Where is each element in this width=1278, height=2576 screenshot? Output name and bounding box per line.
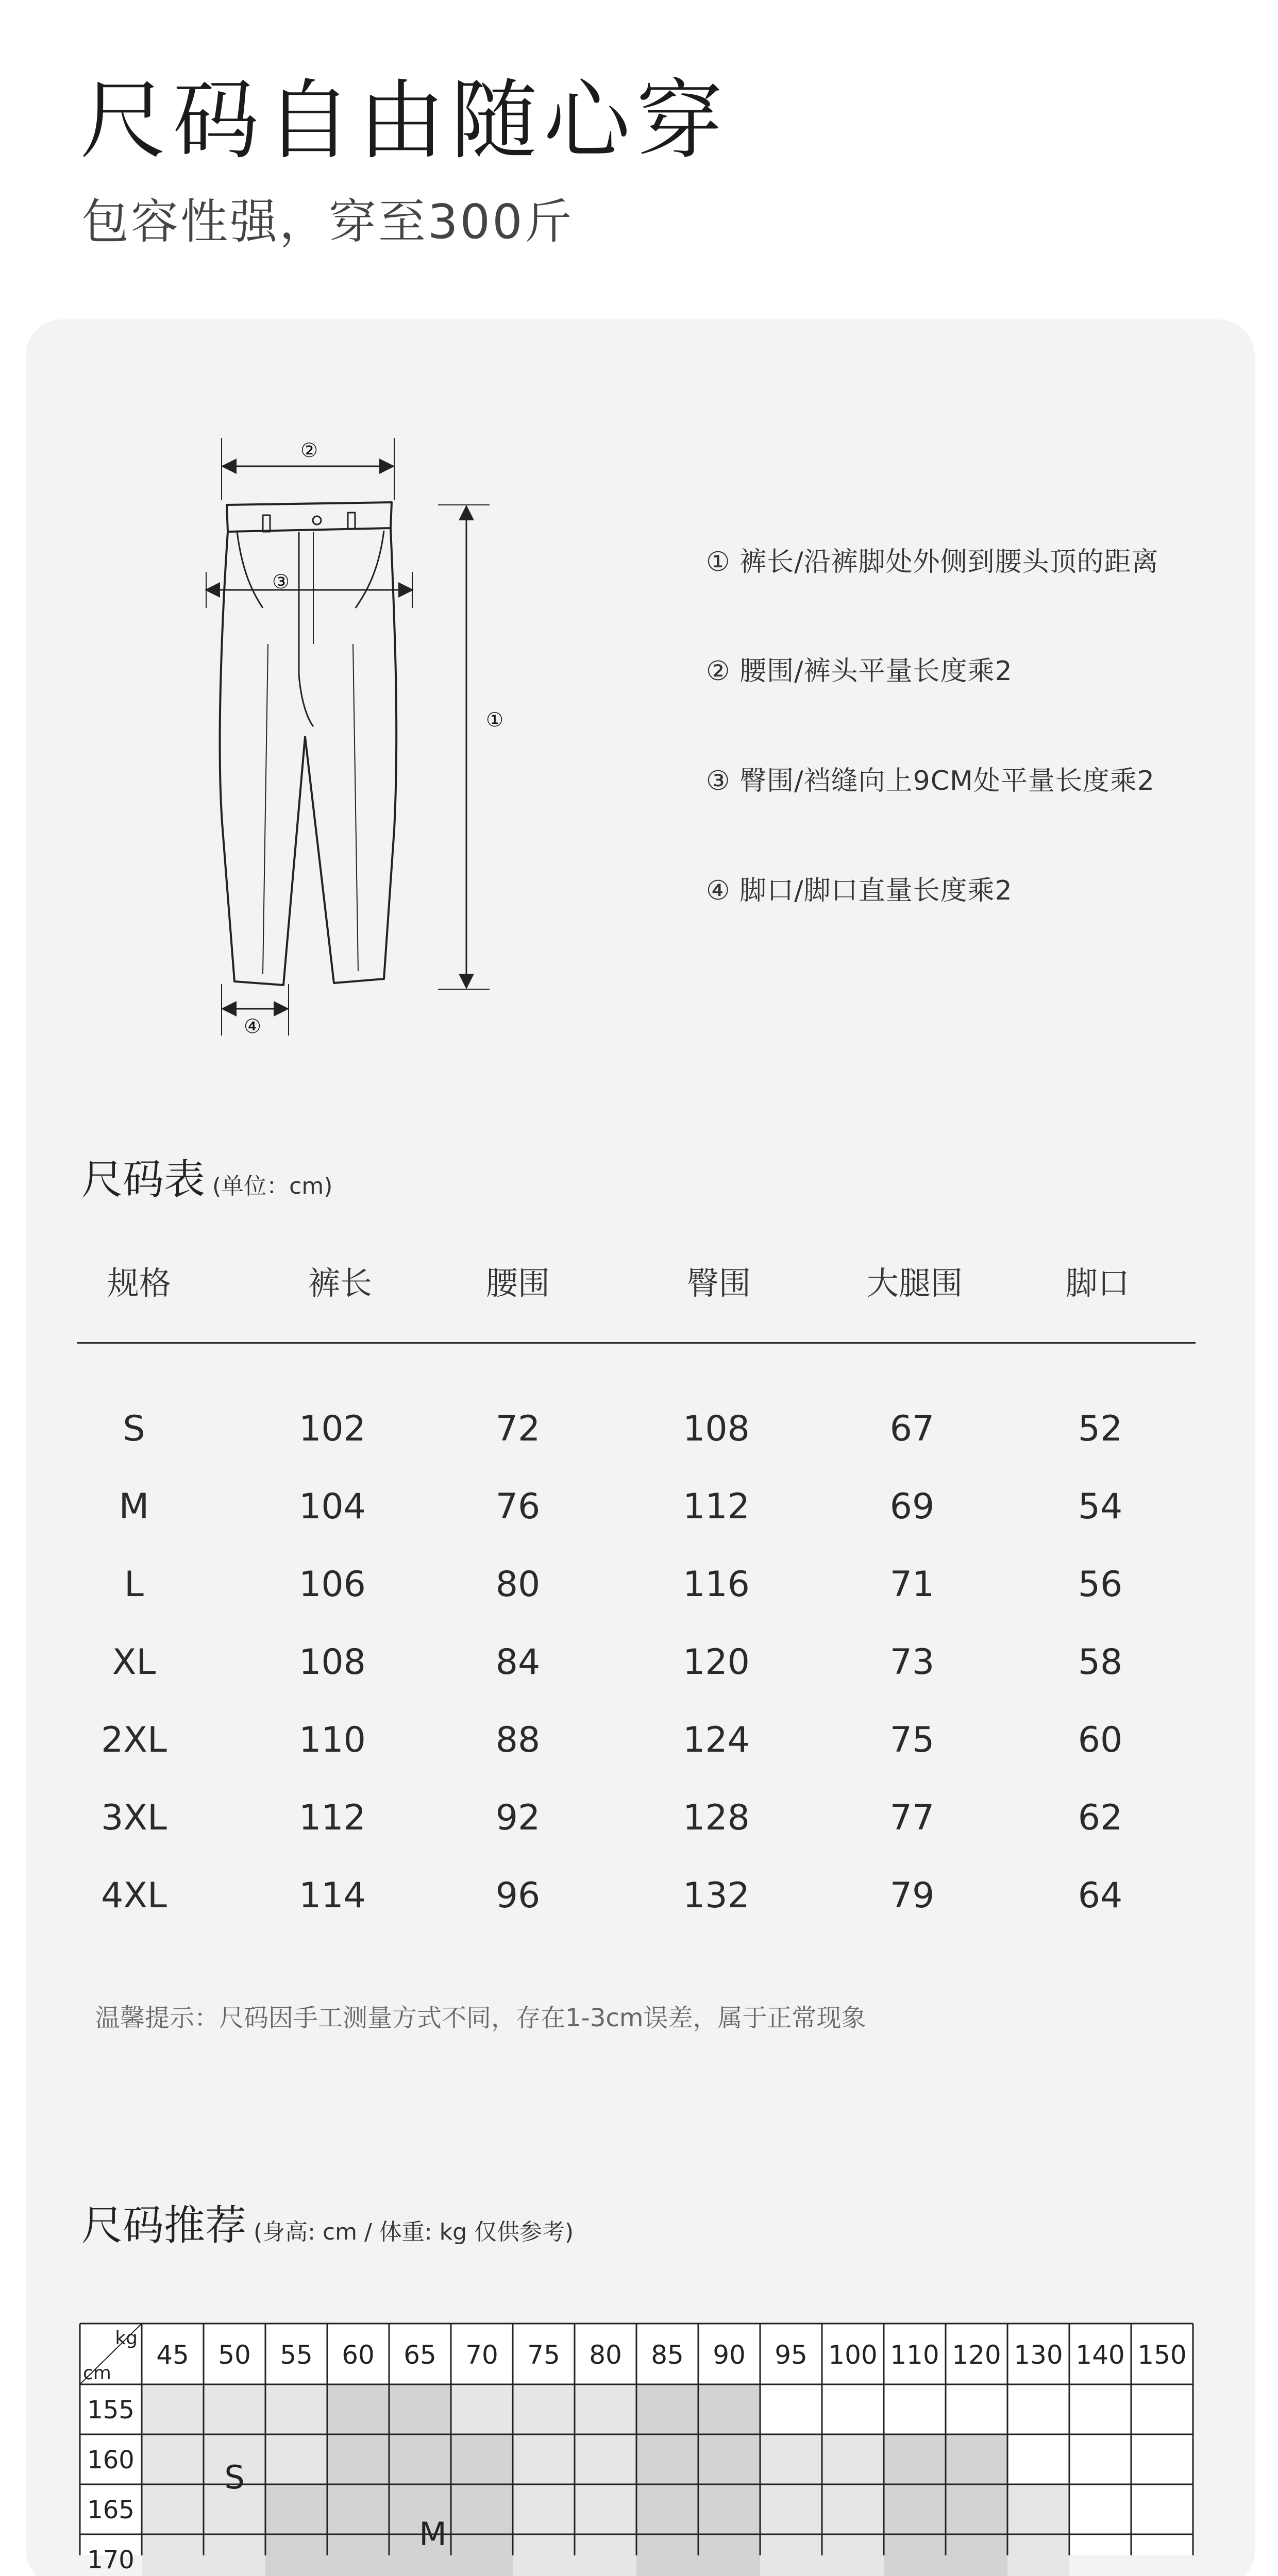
cell-length: 106 [299,1564,366,1605]
cell-length: 114 [299,1875,366,1916]
height-label: 155 [87,2396,134,2425]
cell-waist: 80 [495,1564,541,1605]
size-table-title-text: 尺码表 [81,1156,205,1204]
weight-header: 55 [280,2340,313,2370]
size-table-title [81,1156,333,1204]
weight-header: 85 [651,2340,684,2370]
cell-waist: 92 [495,1798,541,1838]
weight-header: 70 [465,2340,498,2370]
weight-header: 60 [342,2340,375,2370]
cell-size: 3XL [101,1798,167,1838]
height-label: 160 [87,2446,134,2475]
size-recommend-grid [80,2324,1198,2574]
cell-length: 108 [299,1642,366,1683]
cell-hem: 60 [1078,1720,1123,1760]
cell-hip: 116 [683,1564,750,1605]
weight-header: 100 [828,2340,878,2370]
cell-length: 104 [299,1486,366,1527]
col-header-hip: 臀围 [686,1264,751,1302]
cell-hem: 54 [1078,1486,1123,1527]
marker-hem: ④ [243,1015,262,1038]
recommend-title-text: 尺码推荐 [81,2201,246,2249]
weight-header: 140 [1075,2340,1125,2370]
col-header-waist: 腰围 [485,1264,550,1302]
cell-size: 2XL [101,1720,167,1760]
cell-hip: 124 [683,1720,750,1760]
size-block [1007,2484,1069,2576]
marker-hip: ③ [272,570,290,593]
height-label: 165 [87,2496,134,2524]
weight-header: 150 [1137,2340,1187,2370]
cell-hip: 108 [683,1409,750,1449]
cell-hip: 120 [683,1642,750,1683]
recommend-unit: (身高: cm / 体重: kg 仅供参考) [254,2219,574,2245]
weight-header: 45 [156,2340,189,2370]
weight-header: 110 [890,2340,939,2370]
marker-length: ① [485,708,504,731]
page-title: 尺码自由随心穿 [80,70,729,171]
pants-diagram [186,417,557,1051]
legend-hem: ④ 脚口/脚口直量长度乘2 [706,875,1013,906]
cell-thigh: 79 [889,1875,935,1916]
weight-header: 90 [713,2340,746,2370]
cell-hem: 62 [1078,1798,1123,1838]
cell-waist: 72 [495,1409,541,1449]
measurement-note: 温馨提示：尺码因手工测量方式不同，存在1-3cm误差，属于正常现象 [95,2004,866,2032]
col-header-length: 裤长 [308,1264,373,1302]
col-header-hem: 脚口 [1065,1264,1130,1302]
cell-thigh: 67 [889,1409,935,1449]
weight-header: 65 [403,2340,436,2370]
cell-waist: 96 [495,1875,541,1916]
cell-thigh: 71 [889,1564,935,1605]
weight-header: 120 [952,2340,1001,2370]
page-subtitle: 包容性强，穿至300斤 [81,194,574,249]
size-label-s: S [224,2459,245,2496]
corner-kg-label: kg [115,2328,138,2349]
cell-thigh: 73 [889,1642,935,1683]
size-block [265,2484,327,2576]
col-header-thigh: 大腿围 [866,1264,963,1302]
corner-cm-label: cm [83,2363,111,2384]
cell-hip: 132 [683,1875,750,1916]
cell-hem: 52 [1078,1409,1123,1449]
recommend-title [81,2201,574,2249]
marker-waist: ② [300,439,318,462]
size-label-m: M [419,2515,447,2553]
weight-header: 75 [527,2340,560,2370]
size-block [451,2384,636,2434]
legend-length: ① 裤长/沿裤脚处外侧到腰头顶的距离 [706,547,1159,578]
header-divider [77,1342,1196,1344]
weight-header: 50 [218,2340,251,2370]
height-label: 170 [87,2546,134,2574]
cell-hip: 128 [683,1798,750,1838]
col-header-size: 规格 [107,1264,172,1302]
cell-size: S [123,1409,145,1449]
cell-hem: 56 [1078,1564,1123,1605]
weight-header: 95 [775,2340,808,2370]
cell-waist: 88 [495,1720,541,1760]
cell-size: 4XL [101,1875,167,1916]
cell-length: 110 [299,1720,366,1760]
weight-header: 130 [1014,2340,1063,2370]
legend-hip: ③ 臀围/裆缝向上9CM处平量长度乘2 [706,766,1155,796]
cell-length: 102 [299,1409,366,1449]
cell-hem: 58 [1078,1642,1123,1683]
cell-size: M [119,1486,149,1527]
cell-waist: 84 [495,1642,541,1683]
cell-waist: 76 [495,1486,541,1527]
size-table-unit: (单位：cm) [212,1173,333,1199]
cell-size: L [124,1564,144,1605]
cell-thigh: 77 [889,1798,935,1838]
size-block [451,2434,513,2576]
cell-hem: 64 [1078,1875,1123,1916]
cell-size: XL [112,1642,156,1683]
weight-header: 80 [589,2340,622,2370]
cell-thigh: 69 [889,1486,935,1527]
cell-thigh: 75 [889,1720,935,1760]
cell-hip: 112 [683,1486,750,1527]
legend-waist: ② 腰围/裤头平量长度乘2 [706,656,1013,687]
cell-length: 112 [299,1798,366,1838]
